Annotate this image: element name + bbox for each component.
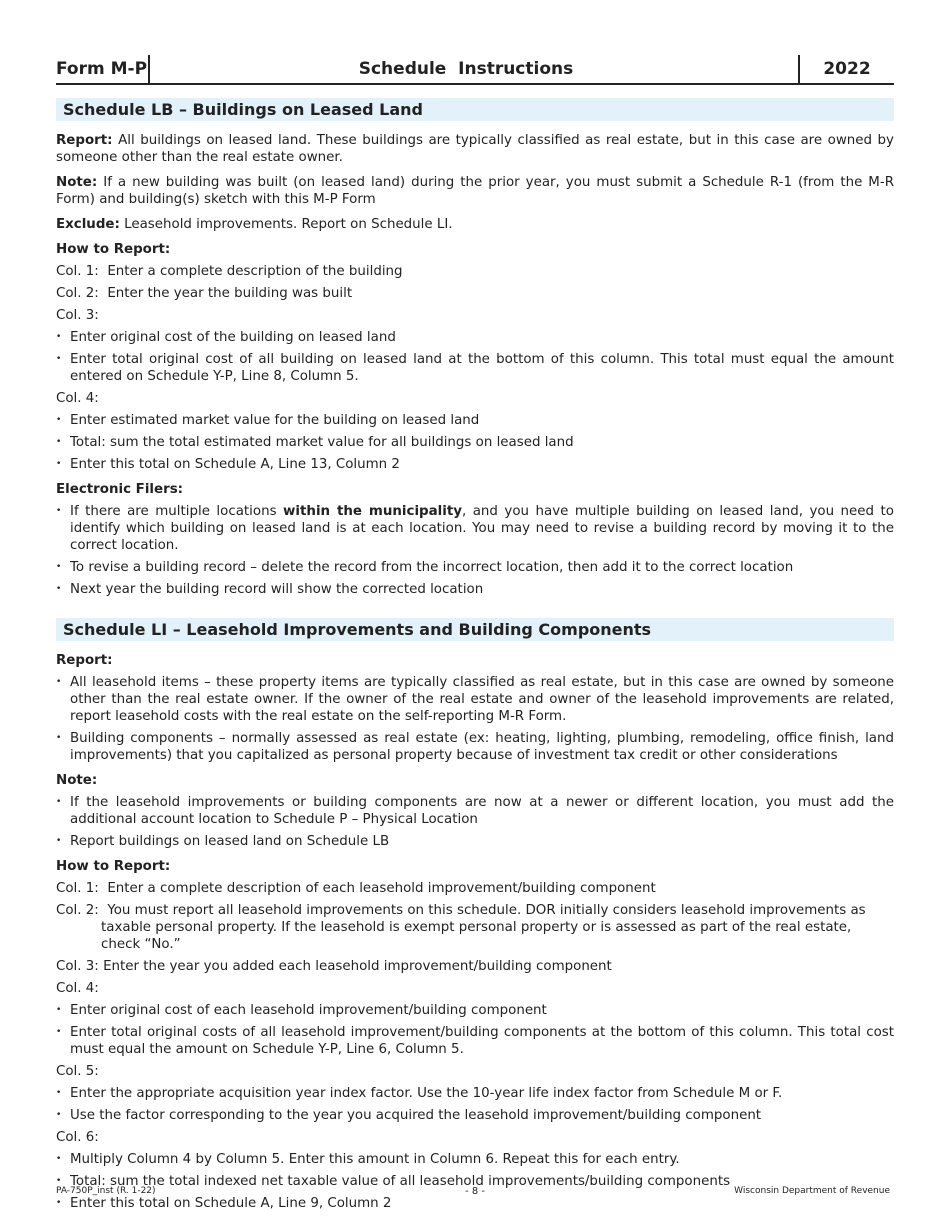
lb-col3: Col. 3: [56, 308, 99, 323]
li-col1: Col. 1: Enter a complete description of each leasehold improvement/building component [56, 881, 656, 896]
li-col5: Col. 5: [56, 1064, 99, 1079]
li-col6: Col. 6: [56, 1130, 99, 1145]
lb-exclude-label: Exclude: [56, 217, 120, 232]
content [56, 98, 894, 1212]
lb-col2: Col. 2: Enter the year the building was built [56, 286, 353, 301]
lb-note-paragraph [56, 174, 894, 208]
lb-col4: Col. 4: [56, 391, 99, 406]
li-col5-bullet: • Enter the appropriate acquisition year index factor. Use the 10-year life index factor from Schedule M or F. [56, 1085, 894, 1102]
li-col6-bullet: • Enter this total on Schedule A, Line 9, Column 2 [56, 1195, 894, 1212]
lb-report-label: Report: [56, 133, 113, 148]
agency-name: Wisconsin Department of Revenue [734, 1186, 890, 1196]
li-report-bullet: • All leasehold items – these property items are typically classified as real estate, but in this case are owned by someone other than the real estate owner. If the owner of the real estate and owner of the leasehold improvements are related, report leasehold costs with the real estate on the self-reporting M-R Form. [56, 674, 894, 725]
li-note-label: Note: [56, 773, 98, 788]
form-label: Form M-P [56, 55, 150, 83]
page-header [56, 55, 894, 85]
year-label: 2022 [798, 55, 894, 83]
lb-exclude-text: Leasehold improvements. Report on Schedule LI. [119, 217, 453, 232]
lb-col4-bullet: • Total: sum the total estimated market value for all buildings on leased land [56, 434, 894, 451]
li-report-label: Report: [56, 653, 113, 668]
lb-col3-bullet: • Enter total original cost of all building on leased land at the bottom of this column. This total must equal the amount entered on Schedule Y-P, Line 8, Column 5. [56, 351, 894, 385]
lb-col4-bullet: • Enter estimated market value for the building on leased land [56, 412, 894, 429]
li-col4-bullet: • Enter total original costs of all leasehold improvement/building components at the bottom of this column. This total cost must equal the amount on Schedule Y-P, Line 6, Column 5. [56, 1024, 894, 1058]
lb-note-text: If a new building was built (on leased land) during the prior year, you must submit a Schedule R-1 (from the M-R Form) and building(s) sketch with this M-P Form [56, 175, 894, 207]
lb-efilers-bullet: • To revise a building record – delete the record from the incorrect location, then add it to the correct location [56, 559, 894, 576]
page-title [150, 55, 892, 83]
section-heading-lb: Schedule LB – Buildings on Leased Land [56, 98, 894, 121]
page-number: - 8 - [465, 1186, 485, 1197]
lb-col4-bullet: • Enter this total on Schedule A, Line 13, Column 2 [56, 456, 894, 473]
lb-col1: Col. 1: Enter a complete description of the building [56, 264, 403, 279]
li-col4: Col. 4: [56, 981, 99, 996]
lb-note-label: Note: [56, 175, 98, 190]
li-note-bullet: • Report buildings on leased land on Schedule LB [56, 833, 894, 850]
lb-report-text: All buildings on leased land. These buildings are typically classified as real estate, but in this case are owned by someone other than the real estate owner. [56, 133, 894, 165]
li-col3: Col. 3: Enter the year you added each leasehold improvement/building component [56, 959, 612, 974]
lb-efilers-bullet [56, 503, 894, 554]
li-col2: Col. 2: You must report all leasehold improvements on this schedule. DOR initially considers leasehold improvements as taxable personal property. If the leasehold is exempt personal property or is assessed as part of the real estate, check “No.” [56, 903, 870, 952]
li-col4-bullet: • Enter original cost of each leasehold improvement/building component [56, 1002, 894, 1019]
li-col6-bullet: • Multiply Column 4 by Column 5. Enter this amount in Column 6. Repeat this for each entry. [56, 1151, 894, 1168]
lb-report-paragraph [56, 132, 894, 166]
section-heading-li: Schedule LI – Leasehold Improvements and Building Components [56, 618, 894, 641]
li-col5-bullet: • Use the factor corresponding to the year you acquired the leasehold improvement/building component [56, 1107, 894, 1124]
li-report-bullet: • Building components – normally assessed as real estate (ex: heating, lighting, plumbing, remodeling, office finish, land improvements) that you capitalized as personal property because of investment tax credit or other considerations [56, 730, 894, 764]
lb-efilers-b1-pre: If there are multiple locations [70, 504, 284, 519]
lb-efilers-b1-post: , and you have multiple building on leased land, you need to identify which building on leased land is at each location. You may need to revise a building record by moving it to the correct location. [70, 504, 894, 553]
page-title-text: Schedule Instructions [358, 58, 574, 79]
li-how-to-report: How to Report: [56, 859, 171, 874]
lb-efilers-b1-bold: within the municipality [283, 504, 462, 519]
lb-how-to-report: How to Report: [56, 242, 171, 257]
li-note-bullet: • If the leasehold improvements or building components are now at a newer or different location, you must add the additional account location to Schedule P – Physical Location [56, 794, 894, 828]
page-footer [56, 1183, 894, 1197]
lb-electronic-filers: Electronic Filers: [56, 482, 184, 497]
form-number: PA-750P_inst (R. 1-22) [56, 1186, 156, 1196]
lb-efilers-bullet: • Next year the building record will show the corrected location [56, 581, 894, 598]
lb-col3-bullet: • Enter original cost of the building on leased land [56, 329, 894, 346]
lb-exclude-paragraph [56, 216, 894, 233]
li-col6-bullet: • Total: sum the total indexed net taxable value of all leasehold improvements/building components [56, 1173, 894, 1190]
